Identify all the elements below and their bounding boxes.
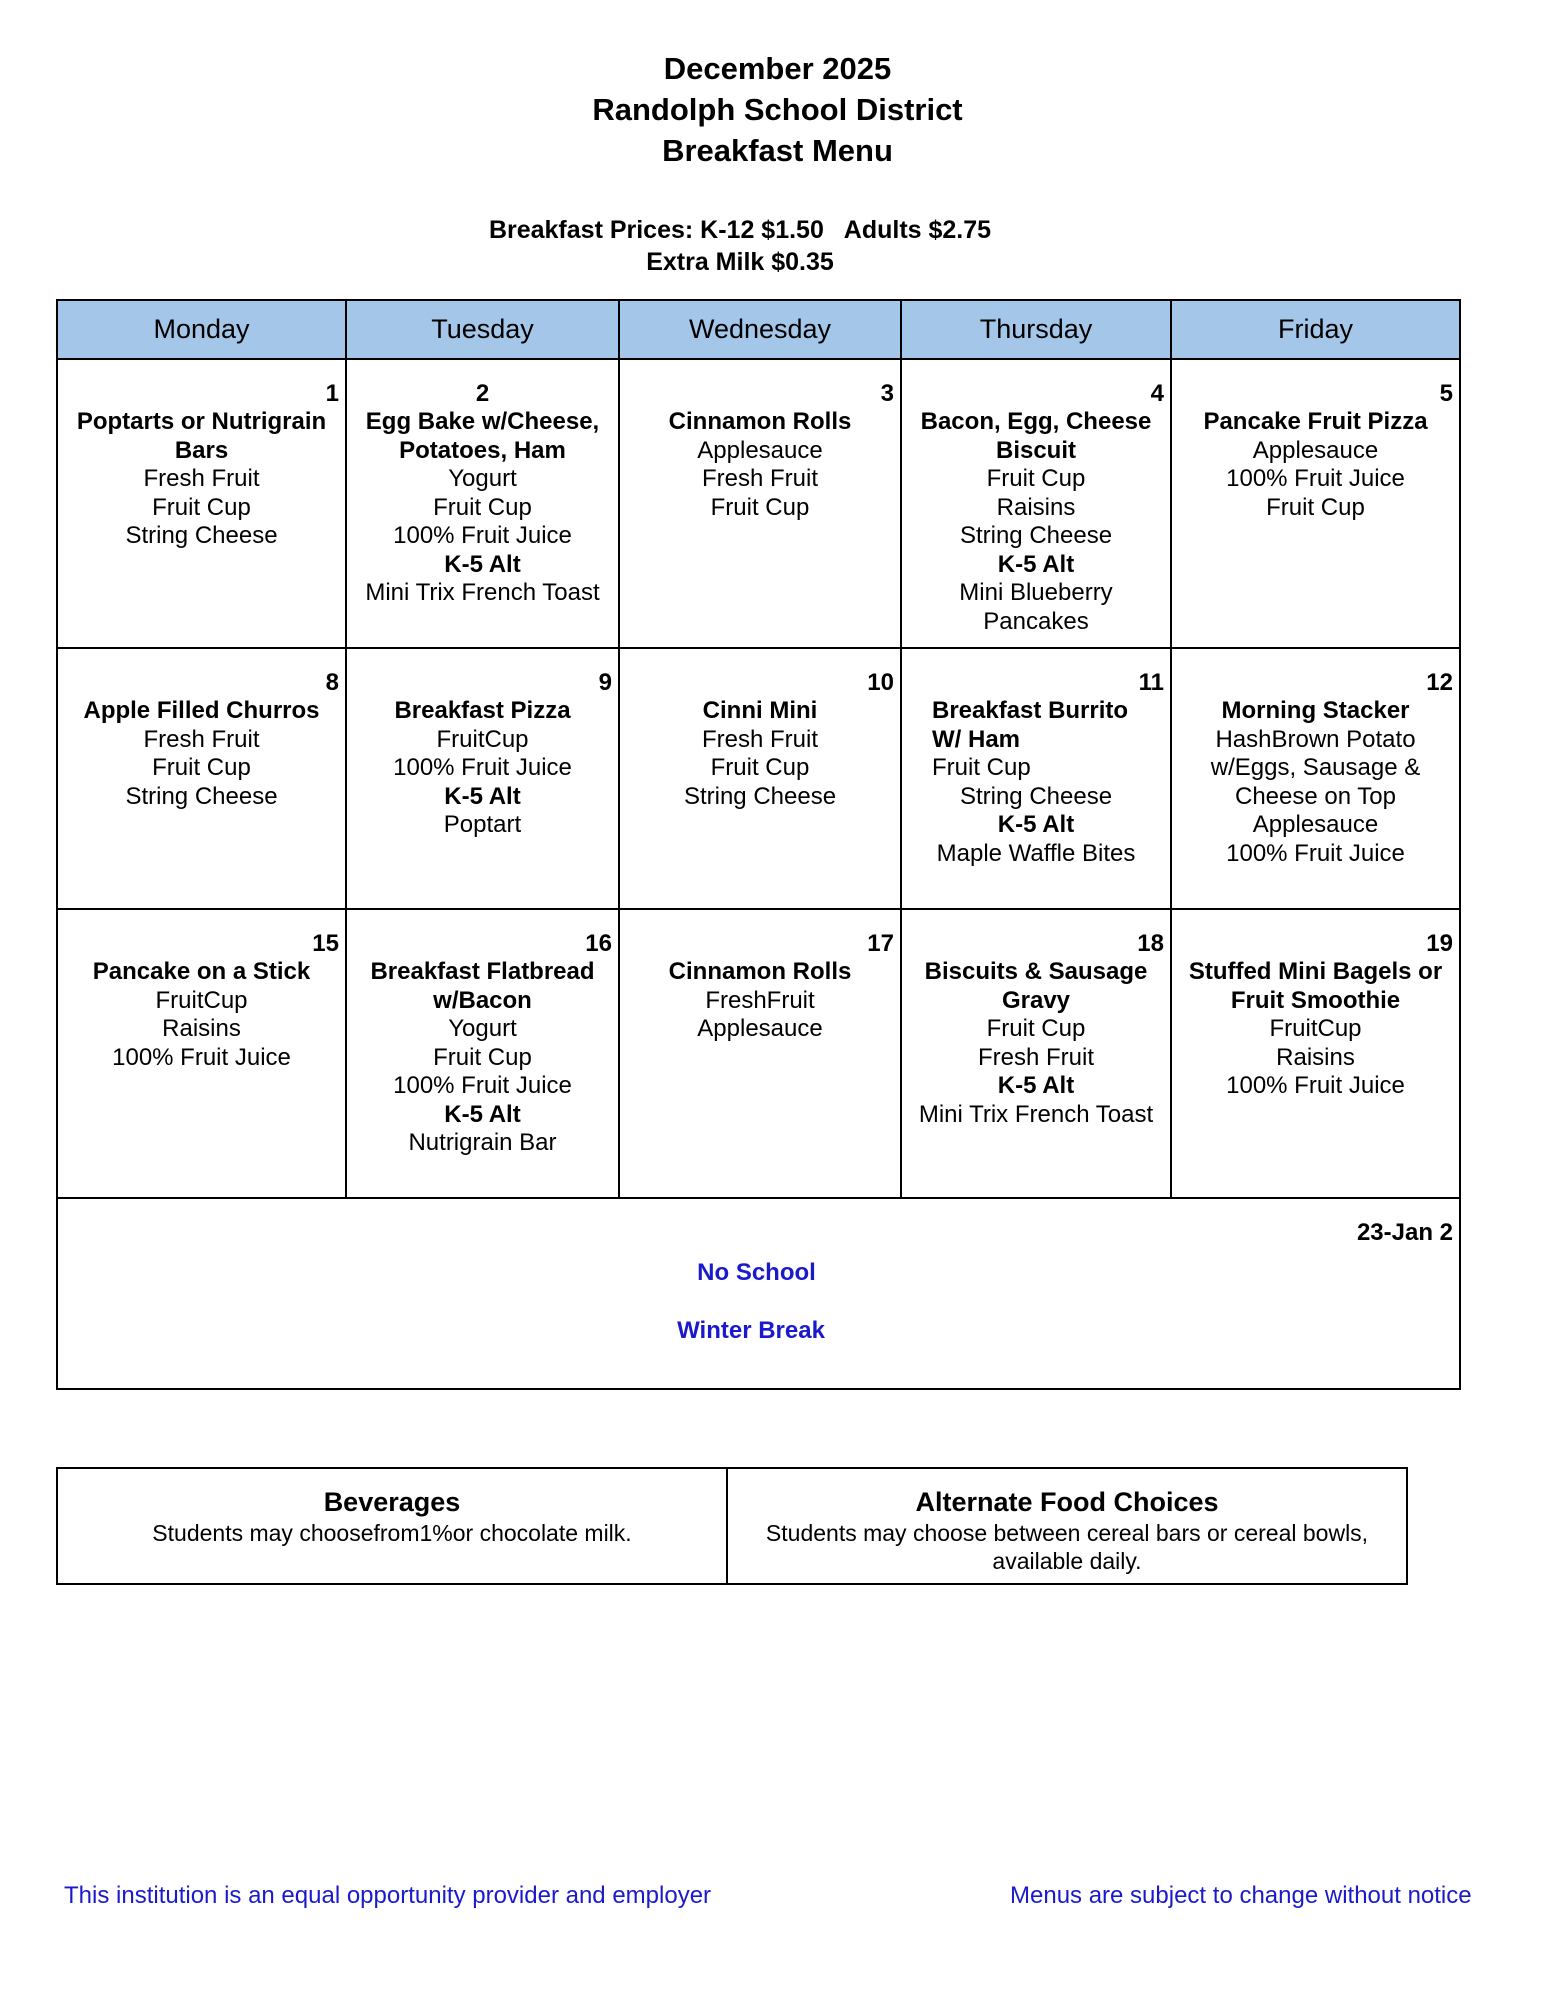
menu-item: Poptart bbox=[443, 811, 522, 838]
alternate-choices-box bbox=[727, 1468, 1407, 1584]
menu-item: Fruit Cup bbox=[932, 754, 1031, 781]
menu-item-heading: K-5 Alt bbox=[444, 550, 521, 578]
menu-item-heading: Poptarts or Nutrigrain Bars bbox=[76, 408, 327, 464]
day-cell bbox=[346, 359, 619, 648]
menu-item: Yogurt bbox=[448, 1015, 517, 1042]
day-header-wednesday: Wednesday bbox=[619, 300, 901, 359]
menu-item: Fresh Fruit bbox=[143, 465, 260, 492]
menu-item: FruitCup bbox=[1269, 1015, 1362, 1042]
day-number: 4 bbox=[1150, 380, 1164, 407]
day-header-thursday: Thursday bbox=[901, 300, 1171, 359]
day-cell bbox=[57, 359, 346, 648]
menu-item: 100% Fruit Juice bbox=[393, 522, 572, 549]
day-cell bbox=[1171, 909, 1460, 1198]
menu-item: Maple Waffle Bites bbox=[936, 839, 1136, 867]
menu-item: Fresh Fruit bbox=[143, 725, 260, 753]
menu-item: Mini Blueberry Pancakes bbox=[959, 579, 1113, 635]
menu-item: Fruit Cup bbox=[986, 1015, 1086, 1042]
menu-item: Mini Trix French Toast bbox=[365, 579, 600, 606]
day-cell bbox=[901, 909, 1171, 1198]
menu-item: String Cheese bbox=[959, 782, 1113, 810]
menu-item: Fruit Cup bbox=[433, 493, 532, 521]
menu-item: 100% Fruit Juice bbox=[393, 754, 572, 781]
menu-item: 100% Fruit Juice bbox=[393, 1072, 572, 1099]
menu-item: Fruit Cup bbox=[433, 1043, 532, 1071]
beverages-title: Beverages bbox=[323, 1487, 461, 1517]
menu-item-heading: Cinnamon Rolls bbox=[668, 958, 852, 985]
menu-item: Fresh Fruit bbox=[701, 465, 818, 492]
menu-title bbox=[0, 48, 1545, 171]
menu-item: FruitCup bbox=[436, 725, 529, 753]
day-cell bbox=[901, 648, 1171, 909]
alternate-choices-title: Alternate Food Choices bbox=[915, 1487, 1219, 1517]
menu-item: String Cheese bbox=[125, 782, 278, 810]
menu-item-heading: K-5 Alt bbox=[444, 1100, 521, 1128]
equal-opportunity-notice: This institution is an equal opportunity provider and employer bbox=[64, 1882, 712, 1909]
title-month: December 2025 bbox=[663, 51, 892, 86]
day-header-friday: Friday bbox=[1171, 300, 1460, 359]
beverages-box bbox=[57, 1468, 727, 1584]
menu-item: Applesauce bbox=[1252, 811, 1379, 838]
break-date-range: 23-Jan 2 bbox=[1356, 1219, 1453, 1246]
menu-item: Fresh Fruit bbox=[977, 1043, 1094, 1071]
day-cell bbox=[346, 648, 619, 909]
week-row bbox=[57, 648, 1460, 909]
menu-item: 100% Fruit Juice bbox=[1226, 839, 1405, 867]
menu-item: Raisins bbox=[1276, 1043, 1355, 1071]
menu-item: Raisins bbox=[996, 493, 1076, 521]
menu-item-heading: Cinni Mini bbox=[702, 697, 818, 724]
info-table bbox=[56, 1467, 1408, 1585]
price-line: Breakfast Prices: K-12 $1.50 Adults $2.75 bbox=[488, 216, 992, 244]
day-number: 9 bbox=[598, 669, 612, 696]
day-number: 3 bbox=[880, 380, 894, 407]
menu-item-heading: Breakfast Flatbread w/Bacon bbox=[370, 958, 595, 1014]
day-header-tuesday: Tuesday bbox=[346, 300, 619, 359]
menu-item-heading: Pancake Fruit Pizza bbox=[1203, 408, 1428, 435]
menu-item: 100% Fruit Juice bbox=[1226, 465, 1405, 492]
menu-item-heading: K-5 Alt bbox=[997, 811, 1075, 838]
menu-item-heading: Breakfast Pizza bbox=[394, 697, 571, 724]
day-number: 11 bbox=[1138, 669, 1164, 696]
menu-item-heading: Breakfast Burrito W/ Ham bbox=[932, 697, 1129, 753]
menu-item: Fruit Cup bbox=[1266, 493, 1365, 521]
day-number: 17 bbox=[867, 930, 894, 957]
day-cell bbox=[901, 359, 1171, 648]
day-number: 8 bbox=[325, 669, 339, 696]
day-cell bbox=[346, 909, 619, 1198]
winter-break-notice: Winter Break bbox=[677, 1317, 825, 1344]
day-number: 10 bbox=[867, 669, 894, 696]
menu-calendar bbox=[56, 299, 1461, 1390]
day-number: 2 bbox=[475, 380, 490, 407]
menu-item-heading: K-5 Alt bbox=[997, 550, 1075, 578]
menu-item: Nutrigrain Bar bbox=[408, 1129, 557, 1156]
menu-item: Fresh Fruit bbox=[701, 725, 818, 753]
menu-item-heading: Egg Bake w/Cheese, Potatoes, Ham bbox=[365, 408, 600, 464]
beverages-text: Students may choosefrom1%or chocolate milk. bbox=[152, 1520, 632, 1546]
winter-break-cell bbox=[57, 1198, 1460, 1389]
menu-item: Fruit Cup bbox=[152, 754, 251, 781]
menu-item: Applesauce bbox=[1252, 436, 1379, 464]
menu-item: String Cheese bbox=[125, 522, 278, 549]
menu-item: FruitCup bbox=[155, 986, 248, 1014]
menu-item: Fruit Cup bbox=[710, 493, 810, 521]
day-cell bbox=[619, 648, 901, 909]
menu-item: Fruit Cup bbox=[986, 465, 1086, 492]
menu-item: Fruit Cup bbox=[710, 754, 810, 781]
menu-item: 100% Fruit Juice bbox=[112, 1043, 291, 1071]
day-number: 12 bbox=[1426, 669, 1453, 696]
menu-item-heading: K-5 Alt bbox=[997, 1072, 1075, 1099]
menu-item: FreshFruit bbox=[705, 986, 815, 1014]
extra-milk-line: Extra Milk $0.35 bbox=[646, 248, 834, 276]
menu-item-heading: K-5 Alt bbox=[444, 782, 521, 810]
menu-item: String Cheese bbox=[683, 782, 837, 810]
day-number: 5 bbox=[1439, 380, 1453, 407]
menu-item-heading: Biscuits & Sausage Gravy bbox=[924, 958, 1148, 1014]
menu-item-heading: Morning Stacker bbox=[1221, 697, 1410, 724]
menu-item: 100% Fruit Juice bbox=[1226, 1072, 1405, 1099]
menu-item: Mini Trix French Toast bbox=[918, 1100, 1154, 1128]
day-cell bbox=[619, 909, 901, 1198]
menu-item-heading: Stuffed Mini Bagels or Fruit Smoothie bbox=[1188, 958, 1443, 1014]
weekday-header-row bbox=[57, 300, 1460, 359]
price-block bbox=[0, 214, 1480, 278]
winter-break-row bbox=[57, 1198, 1460, 1389]
menu-item: String Cheese bbox=[959, 522, 1113, 549]
menu-item-heading: Pancake on a Stick bbox=[92, 958, 311, 985]
title-district: Randolph School District bbox=[592, 92, 963, 127]
day-cell bbox=[1171, 359, 1460, 648]
menu-item: Applesauce bbox=[697, 436, 823, 464]
menu-item: HashBrown Potato w/Eggs, Sausage & Cheese on Top bbox=[1210, 725, 1421, 810]
menu-item-heading: Bacon, Egg, Cheese Biscuit bbox=[920, 408, 1152, 464]
menu-change-notice: Menus are subject to change without notice bbox=[1010, 1882, 1472, 1909]
no-school-notice: No School bbox=[697, 1259, 816, 1286]
menu-item: Raisins bbox=[162, 1015, 241, 1042]
day-header-monday: Monday bbox=[57, 300, 346, 359]
day-number: 18 bbox=[1137, 930, 1164, 957]
day-number: 15 bbox=[312, 930, 339, 957]
menu-item-heading: Cinnamon Rolls bbox=[668, 408, 852, 435]
day-number: 16 bbox=[585, 930, 612, 957]
day-cell bbox=[1171, 648, 1460, 909]
week-row bbox=[57, 359, 1460, 648]
menu-item: Applesauce bbox=[697, 1015, 823, 1042]
menu-item: Fruit Cup bbox=[152, 493, 251, 521]
day-cell bbox=[57, 909, 346, 1198]
alternate-choices-text: Students may choose between cereal bars or cereal bowls, available daily. bbox=[765, 1520, 1369, 1574]
week-row bbox=[57, 909, 1460, 1198]
menu-item: Yogurt bbox=[448, 465, 517, 492]
day-number: 19 bbox=[1426, 930, 1453, 957]
day-cell bbox=[619, 359, 901, 648]
title-menu: Breakfast Menu bbox=[662, 133, 893, 168]
menu-item-heading: Apple Filled Churros bbox=[83, 697, 320, 724]
day-cell bbox=[57, 648, 346, 909]
day-number: 1 bbox=[325, 380, 339, 407]
